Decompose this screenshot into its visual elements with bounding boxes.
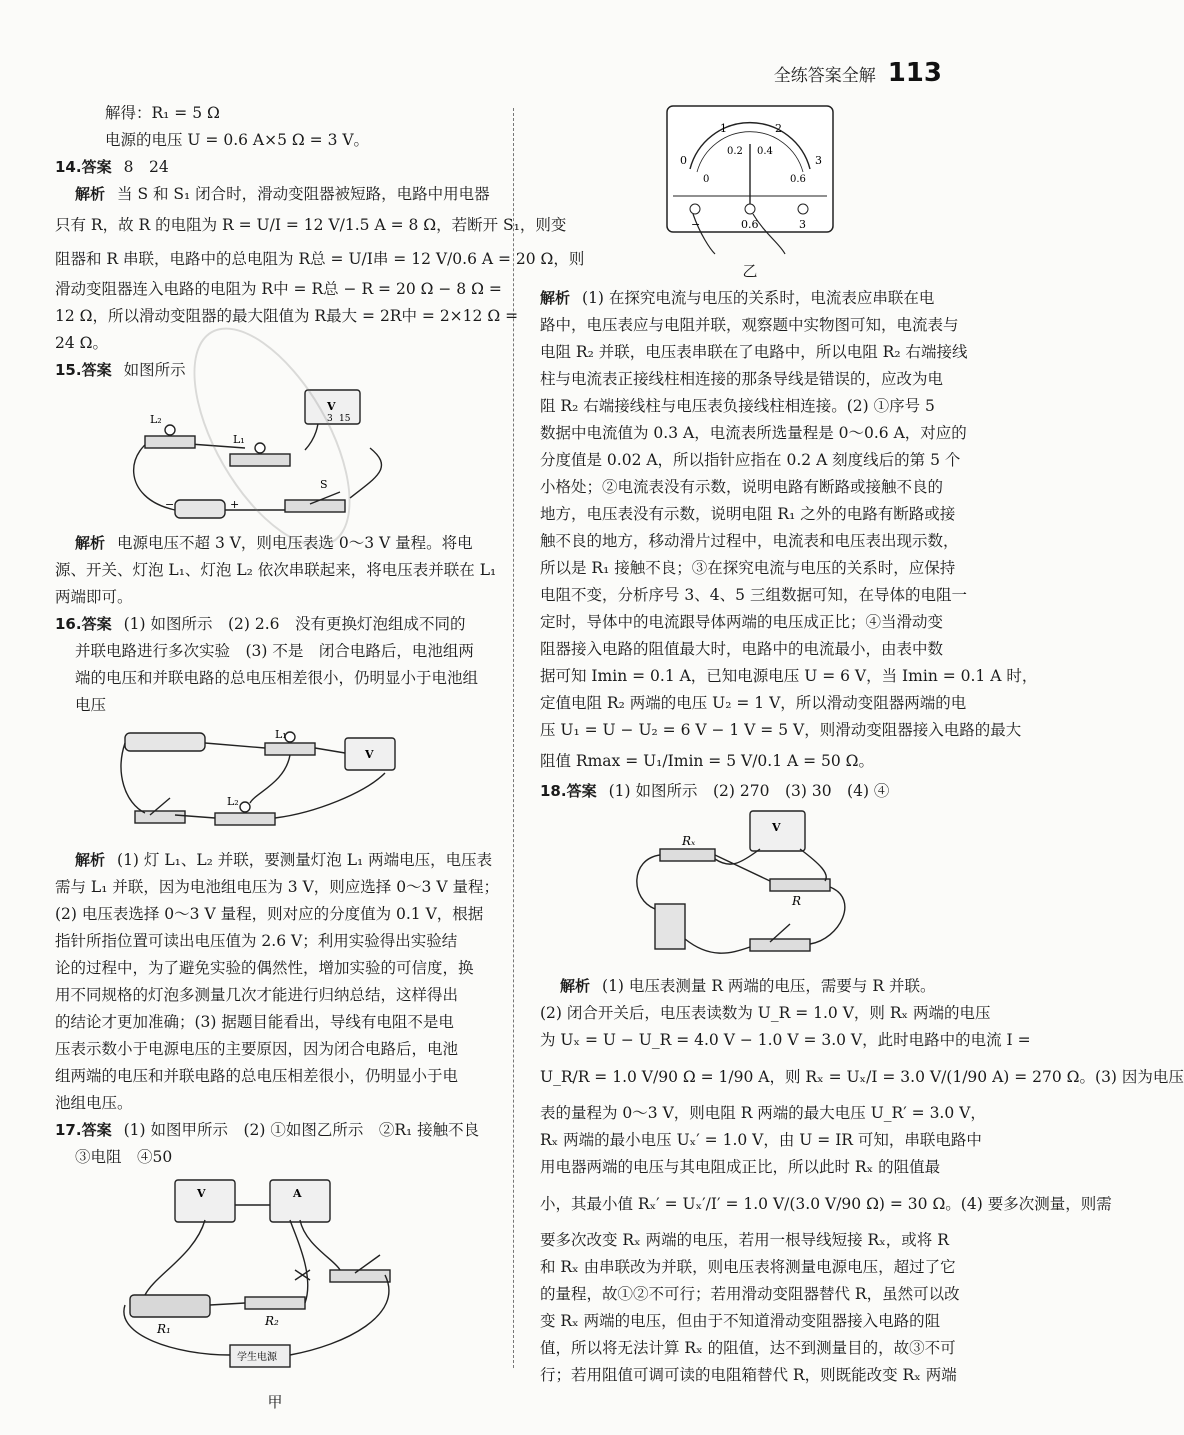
label-v: V	[197, 1187, 206, 1200]
text-line: 阻器和 R 串联，电路中的总电阻为 R总 = U/I串 = 12 V/0.6 A = 20 Ω，则	[55, 250, 585, 268]
answer-text: 8 24	[123, 158, 169, 176]
text-line: ③电阻 ④50	[75, 1148, 173, 1166]
text-line: 源、开关、灯泡 L₁、灯泡 L₂ 依次串联起来，将电压表并联在 L₁	[55, 561, 497, 579]
text-line: 组两端的电压和并联电路的总电压相差很小，仍明显小于电	[55, 1067, 459, 1085]
answer-tag: 答案	[81, 361, 112, 379]
text-line: 压表示数小于电源电压的主要原因，因为闭合电路后，电池	[55, 1040, 459, 1058]
column-divider	[513, 108, 514, 1368]
text-line: 电压	[75, 696, 107, 714]
circuit-figure-q18	[620, 809, 880, 969]
label-rx: Rₓ	[682, 834, 696, 848]
text-line: Rₓ 两端的最小电压 Uₓ′ = 1.0 V，由 U = IR 可知，串联电路中	[540, 1131, 982, 1149]
header-title: 全练答案全解	[773, 66, 876, 86]
label-3: 3	[327, 414, 333, 424]
text-line: 压 U₁ = U − U₂ = 6 V − 1 V = 5 V，则滑动变阻器接入电路的最大	[540, 721, 1022, 739]
text-line: 数据中电流值为 0.3 A，电流表所选量程是 0～0.6 A，对应的	[540, 424, 967, 442]
scale-top-2: 2	[775, 122, 782, 135]
text-line: 当 S 和 S₁ 闭合时，滑动变阻器被短路，电路中用电器	[117, 185, 490, 203]
q17-analysis	[540, 285, 1038, 778]
analysis-tag: 解析	[540, 289, 571, 307]
text-line: 变 Rₓ 两端的电压，但由于不知道滑动变阻器接入电路的阻	[540, 1312, 941, 1330]
text-line: 池组电压。	[55, 1094, 133, 1112]
label-v: V	[327, 400, 336, 413]
text-line: 小格处；②电流表没有示数，说明电路有断路或接触不良的	[540, 478, 944, 496]
text-line: 需与 L₁ 并联，因为电池组电压为 3 V，则应选择 0～3 V 量程；	[55, 878, 499, 896]
label-l2: L₂	[227, 795, 239, 808]
text-line: 电源电压不超 3 V，则电压表选 0～3 V 量程。将电	[117, 534, 473, 552]
scale-bottom-02: 0.2	[727, 146, 743, 157]
answer-text: (1) 如图所示 (2) 270 (3) 30 (4) ④	[608, 782, 890, 800]
text-line: 触不良的地方，移动滑片过程中，电流表和电压表出现示数，	[540, 532, 959, 550]
answer-tag: 答案	[566, 782, 597, 800]
text-line: (1) 如图甲所示 (2) ①如图乙所示 ②R₁ 接触不良	[123, 1121, 480, 1139]
question-number: 15.	[55, 361, 82, 379]
text-line: 和 Rₓ 由串联改为并联，则电压表将测量电源电压，超过了它	[540, 1258, 956, 1276]
text-line: 阻值 Rmax = U₁/Imin = 5 V/0.1 A = 50 Ω。	[540, 752, 875, 770]
text-line: (1) 如图所示 (2) 2.6 没有更换灯泡组成不同的	[123, 615, 466, 633]
page-header	[774, 58, 942, 88]
text-line: 电源的电压 U = 0.6 A×5 Ω = 3 V。	[105, 131, 370, 149]
analysis-tag: 解析	[560, 977, 591, 995]
label-15: 15	[339, 414, 351, 424]
text-line: 两端即可。	[55, 588, 133, 606]
ammeter-figure	[665, 104, 835, 254]
text-line: 并联电路进行多次实验 (3) 不是 闭合电路后，电池组两	[75, 642, 474, 660]
text-line: 指针所指位置可读出电压值为 2.6 V；利用实验得出实验结	[55, 932, 458, 950]
scale-top-3: 3	[815, 154, 822, 167]
text-line: 表的量程为 0～3 V，则电阻 R 两端的最大电压 U_R′ = 3.0 V，	[540, 1104, 986, 1122]
question-number: 14.	[55, 158, 82, 176]
text-line: 定值电阻 R₂ 两端的电压 U₂ = 1 V，所以滑动变阻器两端的电	[540, 694, 967, 712]
text-line: 的结论才更加准确；(3) 据题目能看出，导线有电阻不是电	[55, 1013, 454, 1031]
label-v: V	[772, 821, 781, 834]
figure-caption-yi: 乙	[742, 262, 758, 280]
text-line: 电阻不变，分析序号 3、4、5 三组数据可知，在导体的电阻一	[540, 586, 967, 604]
circuit-figure-jia	[115, 1175, 435, 1385]
question-number: 16.	[55, 615, 82, 633]
answer-tag: 答案	[81, 1121, 112, 1139]
text-line: 行；若用阻值可调可读的电阻箱替代 R，则既能改变 Rₓ 两端	[540, 1366, 957, 1384]
analysis-tag: 解析	[75, 185, 106, 203]
text-line: 阻 R₂ 右端接线柱与电压表负接线柱相连接。(2) ①序号 5	[540, 397, 935, 415]
text-line: 路中，电压表应与电阻并联，观察题中实物图可知，电流表与	[540, 316, 959, 334]
text-line: 12 Ω，所以滑动变阻器的最大阻值为 R最大 = 2R中 = 2×12 Ω =	[55, 307, 519, 325]
question-number: 18.	[540, 782, 567, 800]
label-a: A	[293, 1187, 302, 1200]
terminal-neg: −	[691, 218, 701, 231]
text-line: 定时，导体中的电流跟导体两端的电压成正比；④当滑动变	[540, 613, 944, 631]
label-l1: L₁	[233, 433, 245, 446]
label-r2: R₂	[265, 1314, 279, 1328]
label-r1: R₁	[157, 1322, 171, 1336]
terminal-06: 0.6	[741, 218, 759, 231]
q13-tail	[55, 100, 495, 154]
question-18	[540, 778, 1184, 1389]
question-number: 17.	[55, 1121, 82, 1139]
text-line: 24 Ω。	[55, 334, 109, 352]
question-14	[55, 154, 585, 357]
text-line: 阻器接入电路的阻值最大时，电路中的电流最小，由表中数	[540, 640, 944, 658]
text-line: (1) 在探究电流与电压的关系时，电流表应串联在电	[582, 289, 935, 307]
right-column	[540, 100, 1184, 1389]
label-minus: −	[165, 498, 175, 511]
text-line: 小，其最小值 Rₓ′ = Uₓ′/I′ = 1.0 V/(3.0 V/90 Ω) = 30 Ω。(4) 要多次测量，则需	[540, 1195, 1112, 1213]
text-line: 电阻 R₂ 并联，电压表串联在了电路中，所以电阻 R₂ 右端接线	[540, 343, 968, 361]
scale-bottom-0: 0	[703, 174, 710, 185]
answer-tag: 答案	[81, 158, 112, 176]
text-line: 分度值是 0.02 A，所以指针应指在 0.2 A 刻度线后的第 5 个	[540, 451, 961, 469]
label-r: R	[792, 894, 802, 908]
label-l2: L₂	[150, 413, 162, 426]
text-line: 值，所以将无法计算 Rₓ 的阻值，达不到测量目的，故③不可	[540, 1339, 956, 1357]
text-line: (2) 电压表选择 0～3 V 量程，则对应的分度值为 0.1 V，根据	[55, 905, 484, 923]
analysis-tag: 解析	[75, 534, 106, 552]
answer-tag: 答案	[81, 615, 112, 633]
label-s: S	[320, 478, 328, 491]
page-number: 113	[887, 58, 942, 88]
text-line: (2) 闭合开关后，电压表读数为 U_R = 1.0 V，则 Rₓ 两端的电压	[540, 1004, 991, 1022]
text-line: 据可知 Imin = 0.1 A，已知电源电压 U = 6 V，当 Imin = 0.1 A 时，	[540, 667, 1038, 685]
question-16	[55, 611, 499, 1117]
circuit-figure-q16	[115, 723, 435, 843]
text-line: 只有 R，故 R 的电阻为 R = U/I = 12 V/1.5 A = 8 Ω，若断开 S₁，则变	[55, 216, 567, 234]
text-line: (1) 电压表测量 R 两端的电压，需要与 R 并联。	[602, 977, 936, 995]
scale-top-0: 0	[680, 154, 687, 167]
label-l1: L₁	[275, 728, 287, 741]
scale-bottom-06: 0.6	[790, 174, 806, 185]
text-line: 柱与电流表正接线柱相连接的那条导线是错误的，应改为电	[540, 370, 944, 388]
scale-bottom-04: 0.4	[757, 146, 773, 157]
text-line: 地方，电压表没有示数，说明电阻 R₁ 之外的电路有断路或接	[540, 505, 956, 523]
text-line: 要多次改变 Rₓ 两端的电压，若用一根导线短接 Rₓ，或将 R	[540, 1231, 949, 1249]
text-line: 为 Uₓ = U − U_R = 4.0 V − 1.0 V = 3.0 V，此时电路中的电流 I =	[540, 1031, 1031, 1049]
text-line: 论的过程中，为了避免实验的偶然性，增加实验的可信度，换	[55, 959, 474, 977]
text-line: 所以是 R₁ 接触不良；③在探究电流与电压的关系时，应保持	[540, 559, 956, 577]
text-line: U_R/R = 1.0 V/90 Ω = 1/90 A，则 Rₓ = Uₓ/I = 3.0 V/(1/90 A) = 270 Ω。(3) 因为电压	[540, 1068, 1184, 1086]
text-line: 滑动变阻器连入电路的电阻为 R中 = R总 − R = 20 Ω − 8 Ω =	[55, 280, 502, 298]
answer-text: 如图所示	[123, 361, 186, 379]
text-line: 用电器两端的电压与其电阻成正比，所以此时 Rₓ 的阻值最	[540, 1158, 941, 1176]
terminal-3: 3	[799, 218, 806, 231]
text-line: 的量程，故①②不可行；若用滑动变阻器替代 R，虽然可以改	[540, 1285, 960, 1303]
text-line: 端的电压和并联电路的总电压相差很小，仍明显小于电池组	[75, 669, 479, 687]
label-v: V	[365, 748, 374, 761]
scale-top-1: 1	[720, 122, 727, 135]
figure-caption-jia: 甲	[267, 1393, 283, 1411]
text-line: 解得：R₁ = 5 Ω	[105, 104, 220, 122]
text-line: 用不同规格的灯泡多测量几次才能进行归纳总结，这样得出	[55, 986, 459, 1004]
text-line: (1) 灯 L₁、L₂ 并联，要测量灯泡 L₁ 两端电压，电压表	[117, 851, 493, 869]
question-17	[55, 1117, 495, 1416]
label-power: 学生电源	[237, 1352, 277, 1363]
analysis-tag: 解析	[75, 851, 106, 869]
label-plus: +	[230, 498, 240, 511]
